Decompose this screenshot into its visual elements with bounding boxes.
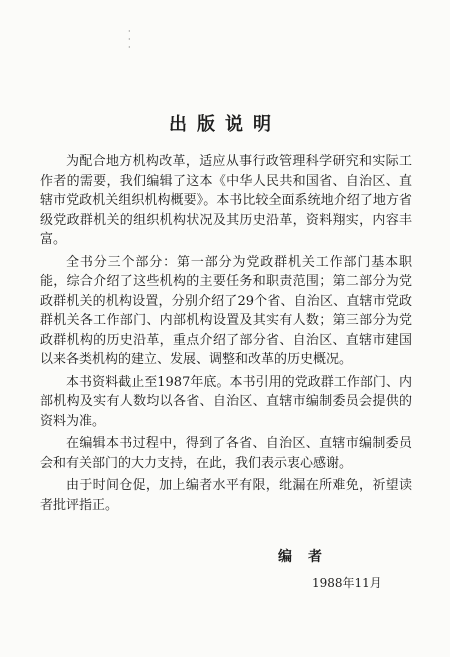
document-title: 出版说明 bbox=[169, 114, 281, 135]
paragraph-3: 本书资料截止至1987年底。本书引用的党政群工作部门、内部机构及实有人数均以各省、自治区、直辖市编制委员会提供的资料为准。 bbox=[40, 374, 412, 429]
paragraph-5: 由于时间仓促，加上编者水平有限，纰漏在所难免，祈望读者批评指正。 bbox=[40, 478, 412, 513]
paragraph-4: 在编辑本书过程中，得到了各省、自治区、直辖市编制委员会和有关部门的大力支持，在此，我们表示衷心感谢。 bbox=[40, 436, 412, 471]
paragraph-1: 为配合地方机构改革，适应从事行政管理科学研究和实际工作者的需要，我们编辑了这本《中华人民共和国省、自治区、直辖市党政机关组织机构概要》。本书比较全面系统地介绍了地方省级党政群机关的组织机构状况及其历史沿革，资料翔实，内容丰富。 bbox=[40, 154, 412, 247]
publication-date: 1988年11月 bbox=[312, 576, 382, 590]
editor-signature: 编者 bbox=[278, 549, 338, 565]
document-body bbox=[40, 152, 412, 518]
page-edge-marks: · · · bbox=[128, 27, 131, 52]
paragraph-2: 全书分三个部分：第一部分为党政群机关工作部门基本职能，综合介绍了这些机构的主要任务和职责范围；第二部分为党政群机关的机构设置，分别介绍了29个省、自治区、直辖市党政群机关各工作部门、内部机构设置及其实有人数；第三部分为党政群机构的历史沿革，重点介绍了部分省、自治区、直辖市建国以来各类机构的建立、发展、调整和改革的历史概况。 bbox=[40, 254, 412, 367]
